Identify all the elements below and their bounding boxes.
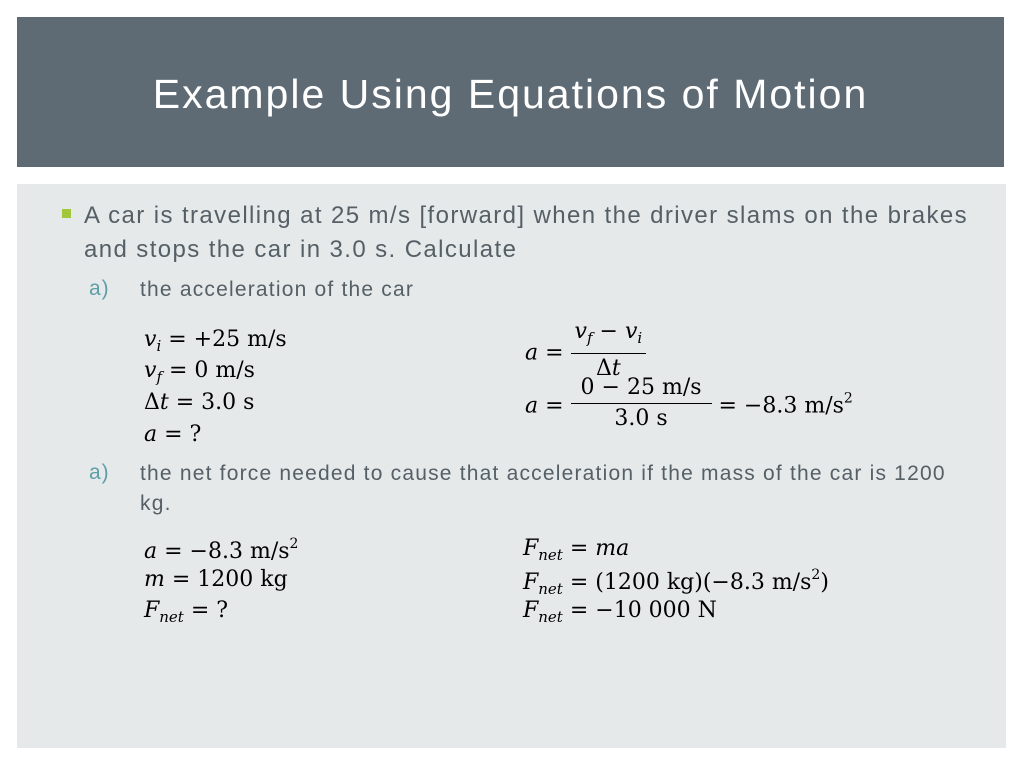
given-a: a = ?: [144, 422, 202, 447]
given-dt: Δt = 3.0 s: [144, 390, 255, 415]
given-vf: $v_f = 0$ m/s: [144, 358, 255, 386]
slide-title: Example Using Equations of Motion: [152, 70, 869, 117]
part-a-text: the acceleration of the car: [140, 278, 415, 301]
given-fnet: $F_{net}$ = ?: [144, 598, 229, 626]
fnet-formula: $F_{net}$ = ma: [523, 536, 630, 564]
formula-fraction: $\frac{v_f - v_i}{\Delta t}$: [571, 319, 647, 382]
calculation-fraction: $\frac{0 - 25 m/s}{3.0 s}$: [571, 375, 712, 432]
fnet-substitution: $F_{net} = (1200$ kg)(−8.3 $m/s^2$): [523, 567, 829, 598]
given-acceleration: a = −8.3 $m/s^2$: [144, 536, 299, 564]
given-vi: $v_i = +25$ m/s: [144, 327, 287, 355]
fnet-result: $F_{net} = -10$ 000 N: [523, 598, 717, 626]
acceleration-formula: a = $\frac{v_f - v_i}{\Delta t}$: [525, 322, 646, 385]
content-area: [17, 184, 1006, 748]
given-mass: m = 1200 kg: [144, 567, 288, 592]
acceleration-calculation: a = $\frac{0 - 25 m/s}{3.0 s}$ = −8.3 $m/s^2$: [525, 375, 853, 431]
question-text: A car is travelling at 25 m/s [forward] when the driver slams on the brakes and stops the car in 3.0 s. Calculate: [84, 202, 969, 263]
title-bar: [17, 17, 1004, 167]
square-bullet-icon: [62, 209, 71, 218]
part-b-marker: a): [89, 461, 110, 484]
part-b-text: the net force needed to cause that acceleration if the mass of the car is 1200 kg.: [140, 462, 946, 515]
part-a-marker: a): [89, 277, 110, 300]
